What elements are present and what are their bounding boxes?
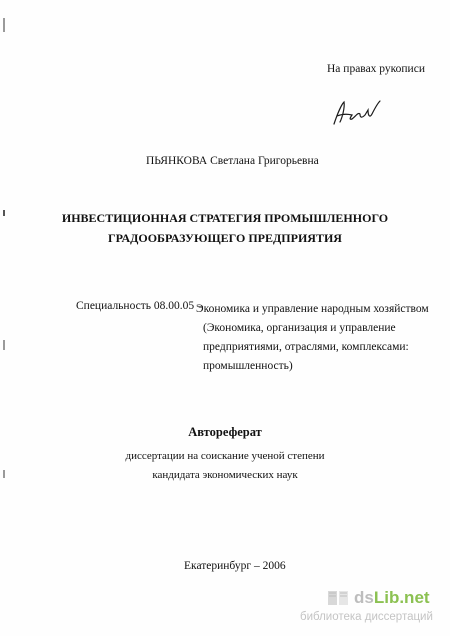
- abstract-subtitle: [0, 447, 450, 485]
- watermark-logo-icon: [326, 588, 352, 608]
- title-line: ИНВЕСТИЦИОННАЯ СТРАТЕГИЯ ПРОМЫШЛЕННОГО: [61, 211, 389, 225]
- specialty-line: Экономика и управление народным хозяйством: [196, 303, 429, 315]
- abstract-heading: Автореферат: [188, 425, 262, 439]
- specialty-line: промышленность): [203, 360, 293, 372]
- city-year: Екатеринбург – 2006: [184, 560, 286, 572]
- watermark-brand-suffix: Lib.net: [373, 588, 430, 607]
- signature: [328, 98, 384, 128]
- watermark-brand: [354, 588, 430, 608]
- dissertation-title: [0, 208, 450, 248]
- scan-edge-mark: [3, 340, 5, 350]
- author-name: ПЬЯНКОВА Светлана Григорьевна: [146, 155, 319, 167]
- manuscript-note: На правах рукописи: [327, 63, 425, 75]
- watermark-caption: библиотека диссертаций: [300, 611, 433, 623]
- watermark-brand-prefix: ds: [354, 588, 374, 607]
- specialty-line: предприятиями, отраслями, комплексами:: [203, 341, 409, 353]
- abstract-line: кандидата экономических наук: [152, 469, 298, 481]
- abstract-line: диссертации на соискание ученой степени: [125, 450, 325, 462]
- specialty-description: [196, 300, 429, 376]
- title-line: ГРАДООБРАЗУЮЩЕГО ПРЕДПРИЯТИЯ: [108, 231, 342, 245]
- specialty-label: Специальность 08.00.05 –: [76, 300, 203, 312]
- specialty-line: (Экономика, организация и управление: [203, 322, 396, 334]
- scan-edge-mark: [3, 18, 5, 32]
